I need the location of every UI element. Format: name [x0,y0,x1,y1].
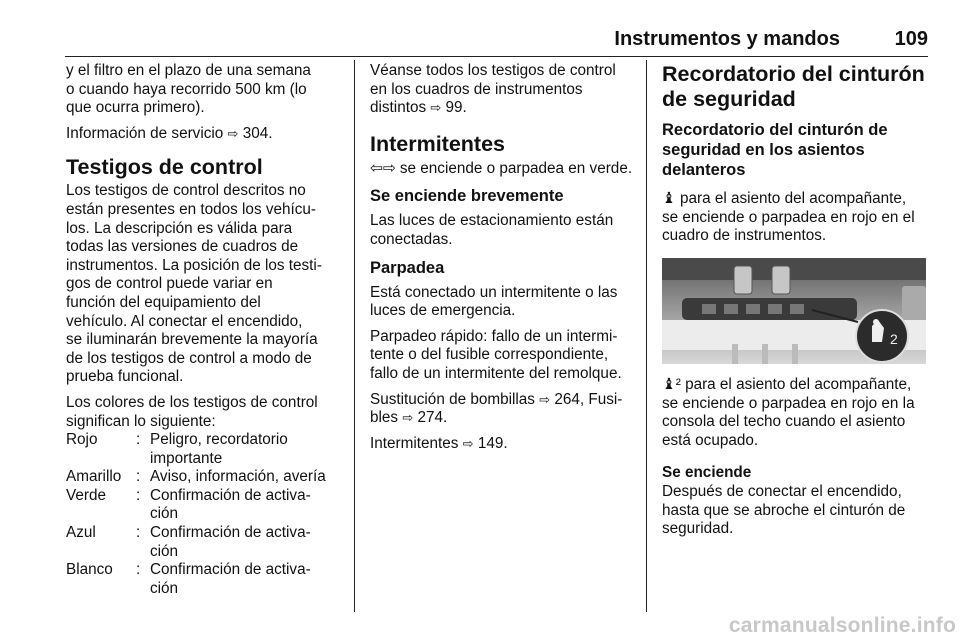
color-meaning [150,468,348,487]
heading-line: seguridad en los asientos [662,141,865,159]
color-meaning [150,524,348,561]
column-divider-left [354,60,355,612]
ref-page[interactable]: 149. [477,434,508,452]
ref-page[interactable]: 304. [242,124,273,142]
definition-row [66,524,348,561]
section-heading [662,62,932,112]
turn-signal-reference [370,435,638,454]
running-title: Instrumentos y mandos [614,28,840,50]
color-term: Azul [66,524,96,542]
bulbs-fuses-reference [370,391,638,428]
column-divider-right [646,60,647,612]
ref-arrow-icon: ⇨ [227,125,239,141]
body-paragraph [662,190,932,246]
text-line: importante [150,449,223,467]
body-paragraph [66,182,348,387]
column-middle [370,62,638,460]
seatbelt-2-icon: ♝² [662,376,681,393]
ref-page[interactable]: 274. [417,409,448,427]
heading-line: Recordatorio del cinturón [662,62,925,86]
body-paragraph [662,483,932,539]
text-span: para el asiento del acompañante, [685,376,912,393]
text-line: hasta que se abroche el cinturón de [662,501,906,519]
color-term: Verde [66,486,106,504]
colon: : [136,524,141,542]
text-line: Está conectado un intermitente o las [370,283,618,301]
text-line: tente o del fusible correspondiente, [370,346,609,364]
ref-label: Información de servicio [66,124,224,142]
page-number: 109 [894,28,928,50]
text-line: conectadas. [370,230,453,248]
ref-label: distintos [370,99,427,117]
page-header [65,28,928,54]
subheading: Se enciende [662,464,752,482]
roof-console-illustration [662,258,926,364]
text-line: están presentes en todos los vehícu- [66,200,317,218]
photo-label: 2 [890,331,898,347]
colon: : [136,431,141,449]
subheading: Se enciende brevemente [370,187,564,206]
watermark: carmanualsonline.info [728,614,956,637]
colon: : [136,468,141,486]
section-heading: Intermitentes [370,131,506,156]
colon: : [136,561,141,579]
ref-arrow-icon: ⇨ [402,410,414,426]
text-line [662,190,932,209]
text-line: cuadro de instrumentos. [662,227,827,245]
text-line: ción [150,579,179,597]
text-line: Las luces de estacionamiento están [370,212,614,230]
text-line: se enciende o parpadea en rojo en la [662,394,915,412]
text-line [662,376,932,395]
text-line: en los cuadros de instrumentos [370,80,583,98]
color-definition-list [66,431,348,598]
text-line: Los colores de los testigos de control [66,393,318,411]
ref-page[interactable]: 264, Fusi- [554,390,623,408]
color-meaning [150,561,348,598]
text-line: prueba funcional. [66,368,184,386]
text-line: seguridad. [662,520,734,538]
text-span: para el asiento del acompañante, [679,190,907,207]
color-meaning [150,431,348,468]
text-line: de los testigos de control a modo de [66,349,312,367]
text-line: se enciende o parpadea en rojo en el [662,208,915,226]
text-line: vehículo. Al conectar el encendido, [66,312,303,330]
text-line: está ocupado. [662,431,759,449]
text-line: ción [150,542,179,560]
colon: : [136,486,141,504]
text-line: se iluminarán brevemente la mayoría [66,331,318,349]
heading-line: Recordatorio del cinturón de [662,121,888,139]
body-paragraph [370,284,638,321]
intro-paragraph [370,62,638,118]
text-line: Véanse todos los testigos de control [370,62,616,79]
intro-paragraph [66,62,348,118]
service-reference [66,125,348,144]
ref-page[interactable]: 99. [445,99,467,117]
color-term: Rojo [66,431,98,449]
text-line: consola del techo cuando el asiento [662,413,906,431]
text-line: los. La descripción es válida para [66,219,293,237]
colors-intro [66,394,348,431]
ref-label: bles [370,409,399,427]
color-term: Amarillo [66,468,122,486]
text-line: función del equipamiento del [66,293,261,311]
turn-signal-icon: ⇦⇨ [370,159,396,177]
text-line: Parpadeo rápido: fallo de un intermi- [370,327,618,345]
text-line: Confirmación de activa- [150,524,311,542]
heading-line: delanteros [662,161,746,179]
text-line: que ocurra primero). [66,99,205,117]
definition-row [66,468,348,487]
text-line [370,391,638,410]
subheading: Parpadea [370,258,445,277]
color-term: Blanco [66,561,113,579]
subheading [662,120,932,180]
color-meaning [150,487,348,524]
text-line: Después de conectar el encendido, [662,482,902,500]
text-line: y el filtro en el plazo de una semana [66,62,311,79]
column-right-lower [662,376,932,546]
definition-row [66,431,348,468]
turn-signal-description [370,160,638,179]
text-line [370,99,638,118]
text-line: Aviso, información, avería [150,468,326,486]
section-heading: Testigos de control [66,155,263,180]
definition-row [66,561,348,598]
heading-line: de seguridad [662,87,796,111]
header-rule [65,56,928,57]
text-line: Confirmación de activa- [150,561,311,579]
text-line: luces de emergencia. [370,302,516,320]
body-paragraph [370,212,638,249]
text-line: significan lo siguiente: [66,412,216,430]
column-right [662,62,932,253]
text-line: Peligro, recordatorio [150,431,288,449]
body-paragraph [662,376,932,450]
body-paragraph [370,328,638,384]
ref-arrow-icon: ⇨ [539,391,551,407]
text-line: o cuando haya recorrido 500 km (lo [66,80,307,98]
column-left [66,62,348,598]
text-line: fallo de un intermitente del remolque. [370,364,622,382]
text-line: Confirmación de activa- [150,486,311,504]
ref-arrow-icon: ⇨ [430,100,442,116]
text-line: ción [150,505,179,523]
text-line [370,409,638,428]
ref-arrow-icon: ⇨ [462,435,474,451]
ref-label: Intermitentes [370,434,459,452]
turn-signal-text: se enciende o parpadea en verde. [399,159,633,177]
text-line: instrumentos. La posición de los testi- [66,256,322,274]
text-line: gos de control puede variar en [66,275,273,293]
ref-label: Sustitución de bombillas [370,390,535,408]
seatbelt-icon: ♝ [662,190,676,207]
text-line: todas las versiones de cuadros de [66,238,299,256]
text-line: Los testigos de control descritos no [66,182,306,200]
definition-row [66,487,348,524]
roof-console-photo [662,258,926,364]
